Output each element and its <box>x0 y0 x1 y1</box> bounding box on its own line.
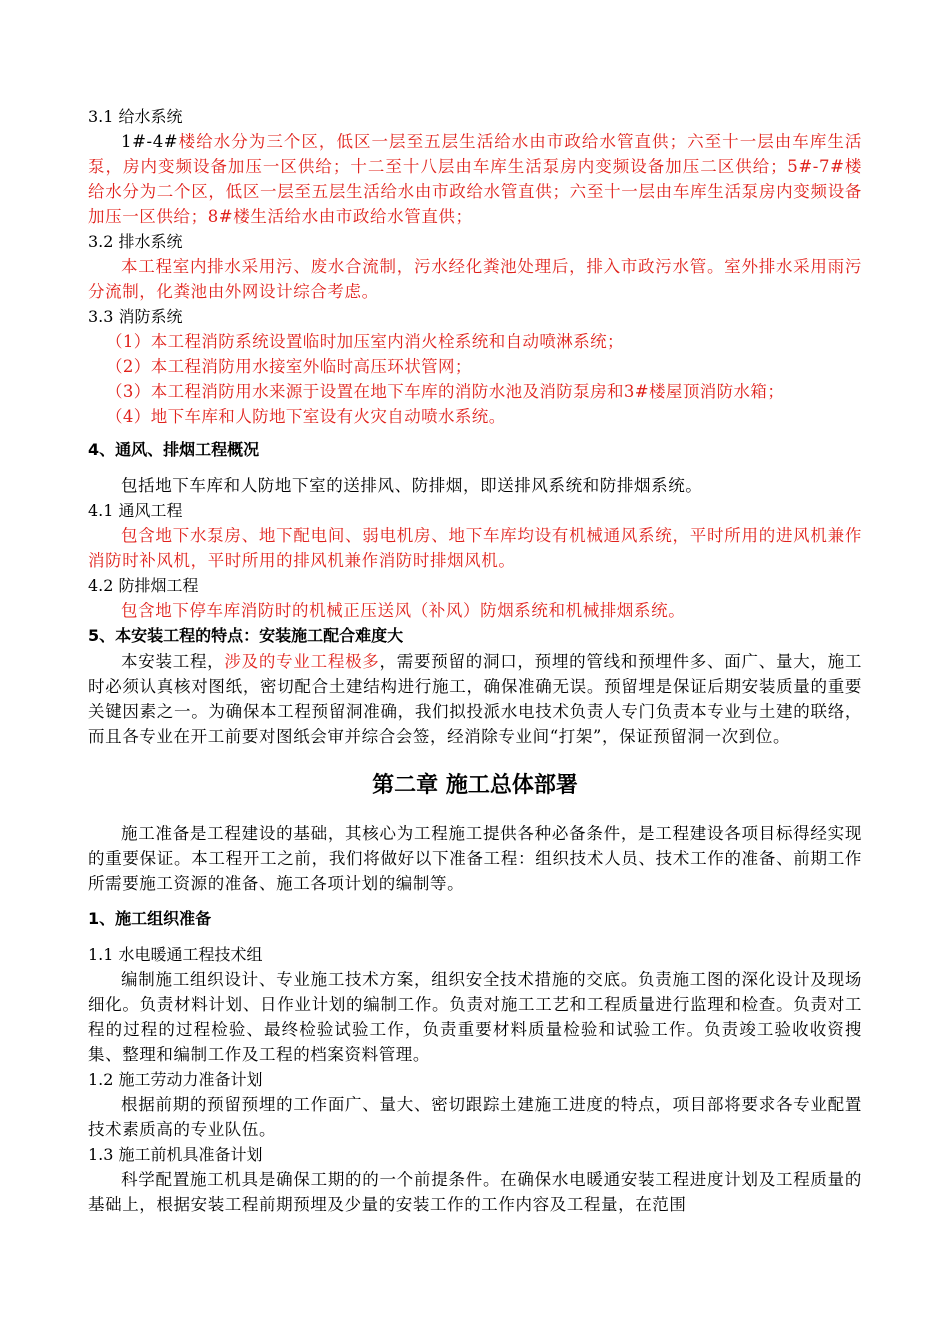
section-3-1-body <box>88 129 862 229</box>
chapter-2-title: 第二章 施工总体部署 <box>372 773 578 798</box>
section-1-heading: 1、施工组织准备 <box>88 909 212 928</box>
section-4-intro: 包括地下车库和人防地下室的送排风、防排烟，即送排风系统和防排烟系统。 <box>121 476 703 495</box>
section-4-2-body: 包含地下停车库消防时的机械正压送风（补风）防烟系统和机械排烟系统。 <box>121 601 686 620</box>
section-3-2-body: 本工程室内排水采用污、废水合流制，污水经化粪池处理后，排入市政污水管。室外排水采用雨污分流制，化粪池由外网设计综合考虑。 <box>88 257 862 301</box>
section-5-highlight: 涉及的专业工程极多 <box>224 652 380 671</box>
fire-system-item-2: （2）本工程消防用水接室外临时高压环状管网； <box>106 357 472 376</box>
section-1-3-body: 科学配置施工机具是确保工期的的一个前提条件。在确保水电暖通安装工程进度计划及工程质量的基础上，根据安装工程前期预埋及少量的安装工作的工作内容及工程量，在范围 <box>88 1170 862 1214</box>
section-5-text-b: ，需要预留的洞口，预埋的管线和预埋件多、面广、量大，施工时必须认真核对图纸，密切配合土建结构进行施工，确保准确无误。预留埋是保证后期安装质量的重要关键因素之一。为确保本工程预留洞准确，我们拟投派水电技术负责人专门负责本专业与土建的联络，而且各专业在开工前要对图纸会审并综合会签，经消除专业间“打架”，保证预留洞一次到位。 <box>88 652 862 746</box>
section-4-1-body: 包含地下水泵房、地下配电间、弱电机房、地下车库均设有机械通风系统，平时所用的进风机兼作消防时补风机，平时所用的排风机兼作消防时排烟风机。 <box>88 526 862 570</box>
section-5-heading: 5、本安装工程的特点：安装施工配合难度大 <box>88 626 404 645</box>
section-1-1-body: 编制施工组织设计、专业施工技术方案，组织安全技术措施的交底。负责施工图的深化设计及现场细化。负责材料计划、日作业计划的编制工作。负责对施工工艺和工程质量进行监理和检查。负责对工程的过程的过程检验、最终检验试验工作，负责重要材料质量检验和试验工作。负责竣工验收收资搜集、整理和编制工作及工程的档案资料管理。 <box>88 970 862 1064</box>
section-1-2-heading: 1.2 施工劳动力准备计划 <box>88 1070 263 1089</box>
fire-system-item-1: （1）本工程消防系统设置临时加压室内消火栓系统和自动喷淋系统； <box>106 332 624 351</box>
section-3-1-red-text: 楼给水分为三个区，低区一层至五层生活给水由市政给水管直供；六至十一层由车库生活泵，房内变频设备加压一区供给；十二至十八层由车库生活泵房内变频设备加压二区供给；5#-7#楼给水分为二个区，低区一层至五层生活给水由市政给水管直供；六至十一层由车库生活泵房内变频设备加压一区供给；8#楼生活给水由市政给水管直供； <box>88 132 862 226</box>
section-4-1-heading: 4.1 通风工程 <box>88 501 183 520</box>
section-3-2-heading: 3.2 排水系统 <box>88 232 183 251</box>
section-5-text-a: 本安装工程， <box>121 652 225 671</box>
section-3-3-heading: 3.3 消防系统 <box>88 307 183 326</box>
fire-system-item-4: （4）地下车库和人防地下室设有火灾自动喷水系统。 <box>106 407 506 426</box>
section-4-2-heading: 4.2 防排烟工程 <box>88 576 199 595</box>
building-range-prefix: 1#-4# <box>121 132 179 151</box>
section-5-body <box>88 649 862 749</box>
section-1-2-body: 根据前期的预留预埋的工作面广、量大、密切跟踪土建施工进度的特点，项目部将要求各专业配置技术素质高的专业队伍。 <box>88 1095 862 1139</box>
section-3-1-heading: 3.1 给水系统 <box>88 107 183 126</box>
section-1-3-heading: 1.3 施工前机具准备计划 <box>88 1145 263 1164</box>
chapter-2-intro: 施工准备是工程建设的基础，其核心为工程施工提供各种必备条件，是工程建设各项目标得经实现的重要保证。本工程开工之前，我们将做好以下准备工程：组织技术人员、技术工作的准备、前期工作所需要施工资源的准备、施工各项计划的编制等。 <box>88 824 862 893</box>
section-1-1-heading: 1.1 水电暖通工程技术组 <box>88 945 263 964</box>
section-4-heading: 4、通风、排烟工程概况 <box>88 440 260 459</box>
fire-system-item-3: （3）本工程消防用水来源于设置在地下车库的消防水池及消防泵房和3#楼屋顶消防水箱； <box>106 382 785 401</box>
